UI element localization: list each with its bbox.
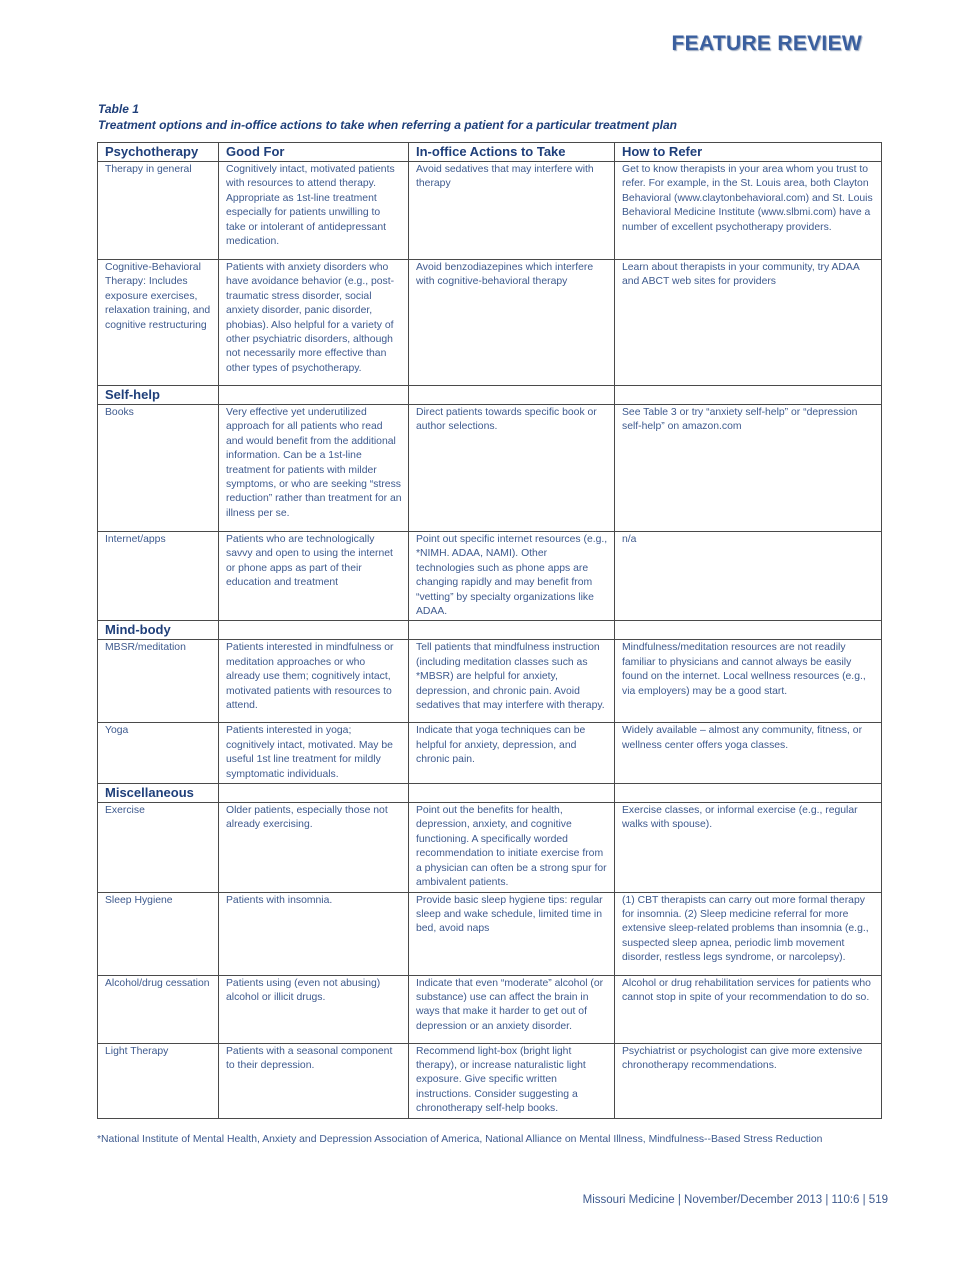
table-cell: Provide basic sleep hygiene tips: regular sleep and wake schedule, limited time in bed, avoid naps bbox=[409, 892, 615, 975]
table-cell: Light Therapy bbox=[98, 1043, 219, 1118]
table-cell: Very effective yet underutilized approach for all patients who read and would benefit from the additional information. Can be a 1st-line treatment for patients with milder symptoms, or who are seeking “stress reduction” rather than treatment for an illness per se. bbox=[219, 405, 409, 532]
table-cell: See Table 3 or try “anxiety self-help” or “depression self-help” on amazon.com bbox=[615, 405, 882, 532]
empty-cell bbox=[615, 621, 882, 640]
empty-cell bbox=[219, 784, 409, 803]
table-cell: Get to know therapists in your area whom you trust to refer. For example, in the St. Louis area, both Clayton Behavioral (www.claytonbehavioral.com) and St. Louis Behavioral Medicine Institute (www.slbmi.com) have a number of excellent psychotherapy providers. bbox=[615, 162, 882, 260]
table-cell: Avoid sedatives that may interfere with therapy bbox=[409, 162, 615, 260]
section-header: FEATURE REVIEW bbox=[671, 32, 862, 55]
table-cell: Indicate that yoga techniques can be helpful for anxiety, depression, and chronic pain. bbox=[409, 723, 615, 784]
table-cell: (1) CBT therapists can carry out more formal therapy for insomnia. (2) Sleep medicine referral for more extensive sleep-related problems than insomnia (e.g., suspected sleep apnea, periodic limb movement disorder, restless legs syndrome, or narcolepsy). bbox=[615, 892, 882, 975]
section-row bbox=[98, 386, 882, 405]
empty-cell bbox=[615, 784, 882, 803]
column-header: Psychotherapy bbox=[98, 143, 219, 162]
table-cell: n/a bbox=[615, 532, 882, 621]
table-cell: Patients with anxiety disorders who have avoidance behavior (e.g., post-traumatic stress disorder, social anxiety disorder, panic disorder, phobias). Also helpful for a variety of other psychiatric disorders, although not necessarily more effective than other types of psychotherapy. bbox=[219, 260, 409, 386]
table-cell: Older patients, especially those not already exercising. bbox=[219, 803, 409, 892]
table-cell: Patients who are technologically savvy and open to using the internet or phone apps as part of their education and treatment bbox=[219, 532, 409, 621]
column-header: How to Refer bbox=[615, 143, 882, 162]
table-cell: Exercise classes, or informal exercise (e.g., regular walks with spouse). bbox=[615, 803, 882, 892]
table-cell: Sleep Hygiene bbox=[98, 892, 219, 975]
table-cell: Tell patients that mindfulness instruction (including meditation classes such as *MBSR) are helpful for anxiety, depression, and chronic pain. Avoid sedatives that may interfere with therapy. bbox=[409, 640, 615, 723]
empty-cell bbox=[219, 386, 409, 405]
section-row bbox=[98, 621, 882, 640]
section-row bbox=[98, 784, 882, 803]
section-heading: Self-help bbox=[98, 386, 219, 405]
table-cell: Direct patients towards specific book or author selections. bbox=[409, 405, 615, 532]
treatment-options-table bbox=[97, 142, 882, 1119]
table-row bbox=[98, 803, 882, 892]
table-row bbox=[98, 532, 882, 621]
table-cell: Patients interested in mindfulness or meditation approaches or who already use them; cognitively intact, motivated patients with resources to attend. bbox=[219, 640, 409, 723]
empty-cell bbox=[615, 386, 882, 405]
table-row bbox=[98, 405, 882, 532]
table-cell: Cognitively intact, motivated patients with resources to attend therapy. Appropriate as 1st-line treatment especially for patients unwilling to take or intolerant of antidepressant medication. bbox=[219, 162, 409, 260]
table-row bbox=[98, 892, 882, 975]
table-cell: Patients with a seasonal component to their depression. bbox=[219, 1043, 409, 1118]
table-cell: Internet/apps bbox=[98, 532, 219, 621]
table-caption bbox=[98, 101, 880, 133]
table-cell: Exercise bbox=[98, 803, 219, 892]
empty-cell bbox=[219, 621, 409, 640]
empty-cell bbox=[409, 621, 615, 640]
section-heading: Miscellaneous bbox=[98, 784, 219, 803]
table-cell: Therapy in general bbox=[98, 162, 219, 260]
table-title: Treatment options and in-office actions to take when referring a patient for a particular treatment plan bbox=[98, 118, 677, 132]
table-header-row bbox=[98, 143, 882, 162]
empty-cell bbox=[409, 784, 615, 803]
table-cell: Avoid benzodiazepines which interfere with cognitive-behavioral therapy bbox=[409, 260, 615, 386]
table-cell: Patients using (even not abusing) alcohol or illicit drugs. bbox=[219, 975, 409, 1043]
empty-cell bbox=[409, 386, 615, 405]
table-cell: Books bbox=[98, 405, 219, 532]
table-cell: Patients with insomnia. bbox=[219, 892, 409, 975]
table-cell: Recommend light-box (bright light therapy), or increase naturalistic light exposure. Give specific written instructions. Consider suggesting a chronotherapy self-help books. bbox=[409, 1043, 615, 1118]
table-row bbox=[98, 162, 882, 260]
table-footnote: *National Institute of Mental Health, Anxiety and Depression Association of America, National Alliance on Mental Illness, Mindfulness--Based Stress Reduction bbox=[97, 1134, 823, 1145]
table-row bbox=[98, 640, 882, 723]
table-cell: MBSR/meditation bbox=[98, 640, 219, 723]
table-cell: Psychiatrist or psychologist can give more extensive chronotherapy recommendations. bbox=[615, 1043, 882, 1118]
table-cell: Point out the benefits for health, depression, anxiety, and cognitive functioning. A specifically worded recommendation to initiate exercise from a physician can often be a strong spur for ambivalent patients. bbox=[409, 803, 615, 892]
table-row bbox=[98, 723, 882, 784]
table-cell: Cognitive-Behavioral Therapy: Includes exposure exercises, relaxation training, and cognitive restructuring bbox=[98, 260, 219, 386]
table-cell: Mindfulness/meditation resources are not readily familiar to physicians and cannot always be easily found on the internet. Local wellness resources (e.g., via employers) may be a good start. bbox=[615, 640, 882, 723]
table-cell: Indicate that even “moderate” alcohol (or substance) use can affect the brain in ways that make it harder to get out of depression or an anxiety disorder. bbox=[409, 975, 615, 1043]
table-cell: Alcohol or drug rehabilitation services for patients who cannot stop in spite of your recommendation to do so. bbox=[615, 975, 882, 1043]
table-body bbox=[98, 162, 882, 1119]
table-label: Table 1 bbox=[98, 102, 139, 116]
table-cell: Point out specific internet resources (e.g., *NIMH. ADAA, NAMI). Other technologies such as phone apps are changing rapidly and may benefit from “vetting” by specialty organizations like ADAA. bbox=[409, 532, 615, 621]
table-cell: Yoga bbox=[98, 723, 219, 784]
table-row bbox=[98, 260, 882, 386]
table-row bbox=[98, 1043, 882, 1118]
table-cell: Patients interested in yoga; cognitively intact, motivated. May be useful 1st line treatment for mildly symptomatic individuals. bbox=[219, 723, 409, 784]
table-cell: Learn about therapists in your community, try ADAA and ABCT web sites for providers bbox=[615, 260, 882, 386]
table-row bbox=[98, 975, 882, 1043]
column-header: Good For bbox=[219, 143, 409, 162]
page-footer: Missouri Medicine | November/December 2013 | 110:6 | 519 bbox=[582, 1194, 888, 1206]
section-heading: Mind-body bbox=[98, 621, 219, 640]
table-cell: Alcohol/drug cessation bbox=[98, 975, 219, 1043]
column-header: In-office Actions to Take bbox=[409, 143, 615, 162]
table-cell: Widely available – almost any community, fitness, or wellness center offers yoga classes. bbox=[615, 723, 882, 784]
